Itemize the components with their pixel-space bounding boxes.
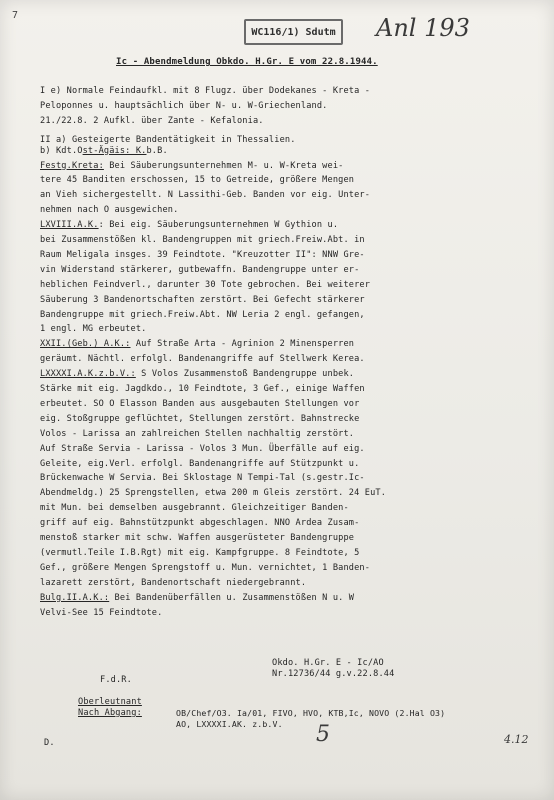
corner-mark: 7: [12, 10, 19, 21]
page-title: Ic - Abendmeldung Obkdo. H.Gr. E vom 22.8.1944.: [116, 57, 378, 67]
report-line: lazarett zerstört, Bandenortschaft niedergebrannt.: [40, 577, 307, 588]
bottom-right-mark: 4.12: [504, 733, 529, 746]
report-line: menstoß starker mit schw. Waffen ausgerüsteter Bandengruppe: [40, 533, 355, 543]
report-line: 21./22.8. 2 Aufkl. über Zante - Kefalonia.: [40, 115, 264, 126]
report-line: Stärke mit eig. Jagdkdo., 10 Feindtote, 3 Gef., einige Waffen: [40, 384, 365, 394]
report-line: eig. Stoßgruppe geflüchtet, Stellungen zerstört. Bahnstrecke: [40, 413, 360, 424]
report-line: erbeutet. SO O Elasson Banden aus ausgebauten Stellungen vor: [40, 398, 360, 409]
report-line: I e) Normale Feindaufkl. mit 8 Flugz. über Dodekanes - Kreta -: [40, 86, 371, 96]
report-line: 1 engl. MG erbeutet.: [40, 324, 147, 335]
signature-number: Nr.12736/44 g.v.22.8.44: [272, 669, 395, 679]
distribution-list-1: OB/Chef/O3. Ia/01, FIVO, HVO, KTB,Ic, NOVO (2.Hal O3): [176, 708, 446, 718]
report-line: heblichen Feindverl., darunter 30 Tote gebrochen. Bei weiterer: [40, 279, 371, 290]
fdr-mark: F.d.R.: [100, 675, 132, 685]
report-line: bei Zusammenstößen kl. Bandengruppen mit griech.Freiw.Abt. in: [40, 235, 365, 245]
report-line: an Vieh sichergestellt. N Lassithi-Geb. Banden vor eig. Unter-: [40, 190, 371, 201]
report-line: mit Mun. bei demselben ausgebrannt. Gleichzeitiger Banden-: [40, 503, 349, 514]
report-line: Gef., größere Mengen Sprengstoff u. Mun. vernichtet, 1 Banden-: [40, 562, 371, 573]
report-line: b) Kdt.Ost-Ägäis: K.b.B.: [40, 145, 168, 156]
report-line: geräumt. Nächtl. erfolgl. Bandenangriffe auf Stellwerk Kerea.: [40, 354, 365, 365]
report-line: nehmen nach O ausgewichen.: [40, 205, 179, 216]
report-line: XXII.(Geb.) A.K.: Auf Straße Arta - Agrinion 2 Minensperren: [40, 339, 355, 350]
report-line: LXXXXI.A.K.z.b.V.: S Volos Zusammenstoß Bandengruppe unbek.: [40, 369, 355, 380]
report-line: Säuberung 3 Bandenortschaften zerstört. Bei Gefecht stärkerer: [40, 294, 365, 305]
report-line: Abendmeldg.) 25 Sprengstellen, etwa 200 m Gleis zerstört. 24 EuT.: [40, 488, 387, 499]
report-line: Velvi-See 15 Feindtote.: [40, 607, 163, 618]
report-line: (vermutl.Teile I.B.Rgt) mit eig. Kampfgruppe. 8 Feindtote, 5: [40, 547, 360, 558]
archive-number-handwritten: Anl 193: [376, 14, 470, 42]
report-line: Brückenwache W Servia. Bei Sklostage N Tempi-Tal (s.gestr.Ic-: [40, 473, 365, 484]
report-line: LXVIII.A.K.: Bei eig. Säuberungsunternehmen W Gythion u.: [40, 220, 339, 231]
report-line: Bulg.II.A.K.: Bei Bandenüberfällen u. Zusammenstößen N u. W: [40, 592, 355, 603]
archive-stamp: WC116/1) Sdutm: [244, 19, 343, 45]
officer-rank: Oberleutnant: [78, 697, 142, 707]
distribution-list-2: AO, LXXXXI.AK. z.b.V.: [176, 719, 283, 729]
report-line: II a) Gesteigerte Bandentätigkeit in Thessalien.: [40, 134, 296, 145]
report-line: griff auf eig. Bahnstützpunkt abgeschlagen. NNO Ardea Zusam-: [40, 518, 360, 529]
report-line: Auf Straße Servia - Larissa - Volos 3 Mun. Überfälle auf eig.: [40, 443, 365, 454]
report-line: Raum Meligala insges. 39 Feindtote. "Kreuzotter II": NNW Gre-: [40, 249, 365, 260]
page-number-handwritten: 5: [316, 722, 330, 747]
report-line: Festg.Kreta: Bei Säuberungsunternehmen M- u. W-Kreta wei-: [40, 160, 344, 171]
report-line: tere 45 Banditen erschossen, 15 to Getreide, größere Mengen: [40, 175, 355, 186]
signature-org: Okdo. H.Gr. E - Ic/AO: [272, 658, 384, 668]
report-line: Peloponnes u. hauptsächlich über N- u. W-Griechenland.: [40, 100, 328, 111]
distribution-label: Nach Abgang:: [78, 708, 142, 718]
d-mark: D.: [44, 738, 55, 748]
report-line: vin Widerstand stärkerer, gutbewaffn. Bandengruppe unter er-: [40, 264, 360, 275]
report-line: Geleite, eig.Verl. erfolgl. Bandenangriffe auf Stützpunkt u.: [40, 458, 360, 469]
report-line: Bandengruppe mit griech.Freiw.Abt. NW Leria 2 engl. gefangen,: [40, 309, 365, 320]
report-line: Volos - Larissa an zahlreichen Stellen nachhaltig zerstört.: [40, 428, 355, 439]
